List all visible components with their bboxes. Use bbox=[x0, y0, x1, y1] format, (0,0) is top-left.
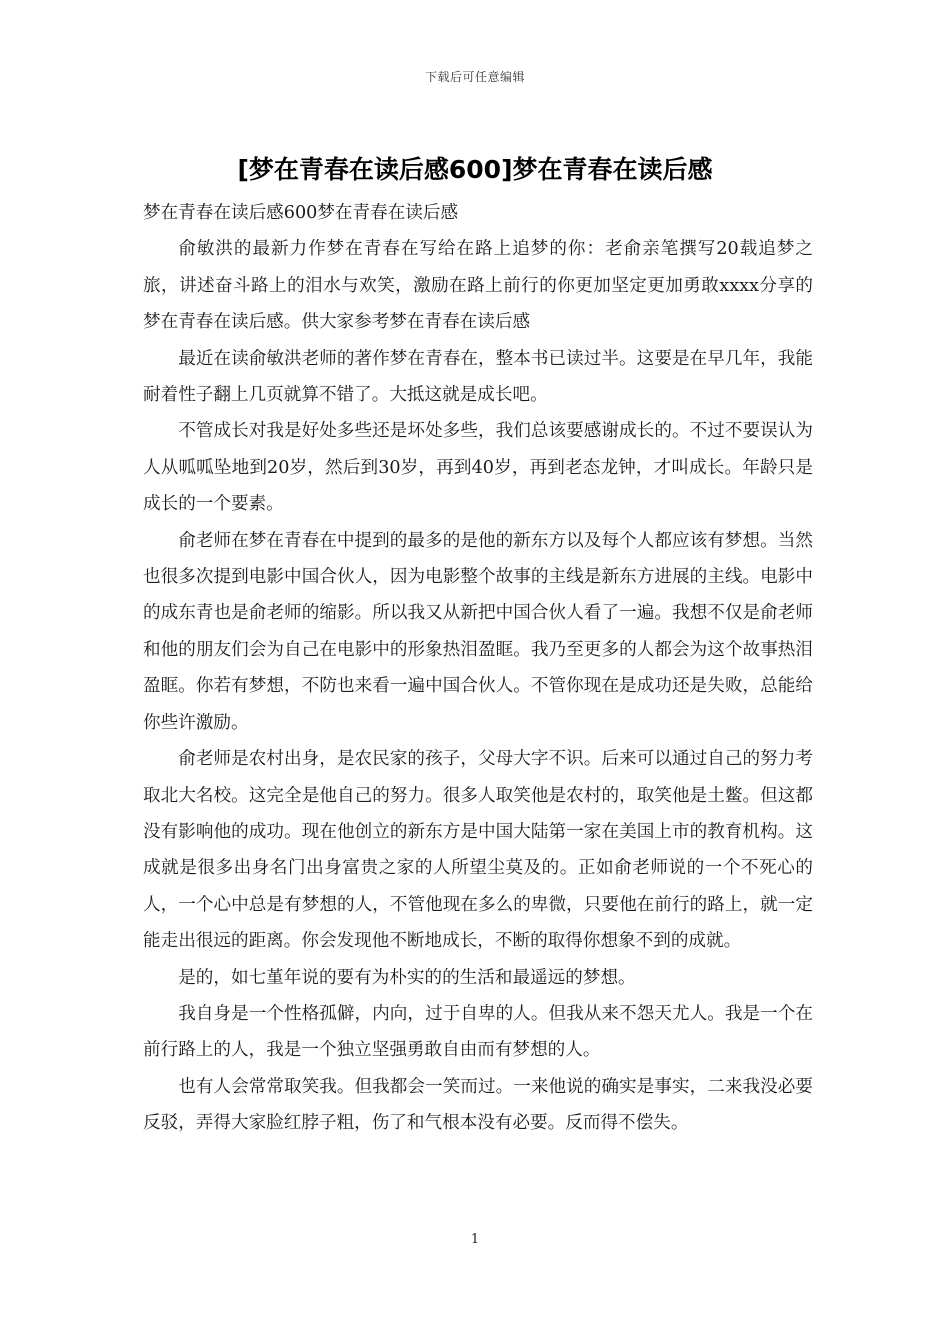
paragraph: 我自身是一个性格孤僻，内向，过于自卑的人。但我从来不怨天尤人。我是一个在前行路上的人，我是一个独立坚强勇敢自由而有梦想的人。 bbox=[143, 1003, 813, 1061]
paragraph: 最近在读俞敏洪老师的著作梦在青春在，整本书已读过半。这要是在早几年，我能耐着性子翻上几页就算不错了。大抵这就是成长吧。 bbox=[143, 348, 813, 406]
document-body bbox=[143, 195, 813, 1142]
paragraph: 俞老师是农村出身，是农民家的孩子，父母大字不识。后来可以通过自己的努力考取北大名校。这完全是他自己的努力。很多人取笑他是农村的，取笑他是土鳖。但这都没有影响他的成功。现在他创立的新东方是中国大陆第一家在美国上市的教育机构。这成就是很多出身名门出身富贵之家的人所望尘莫及的。正如俞老师说的一个不死心的人，一个心中总是有梦想的人，不管他现在多么的卑微，只要他在前行的路上，就一定能走出很远的距离。你会发现他不断地成长，不断的取得你想象不到的成就。 bbox=[143, 749, 813, 952]
paragraph: 也有人会常常取笑我。但我都会一笑而过。一来他说的确实是事实，二来我没必要反驳，弄得大家脸红脖子粗，伤了和气根本没有必要。反而得不偿失。 bbox=[143, 1076, 813, 1134]
page-number: 1 bbox=[470, 1232, 480, 1247]
paragraph: 俞老师在梦在青春在中提到的最多的是他的新东方以及每个人都应该有梦想。当然也很多次提到电影中国合伙人，因为电影整个故事的主线是新东方进展的主线。电影中的成东青也是俞老师的缩影。所以我又从新把中国合伙人看了一遍。我想不仅是俞老师和他的朋友们会为自己在电影中的形象热泪盈眶。我乃至更多的人都会为这个故事热泪盈眶。你若有梦想，不防也来看一遍中国合伙人。不管你现在是成功还是失败，总能给你些许激励。 bbox=[143, 530, 813, 733]
header-note: 下载后可任意编辑 bbox=[424, 70, 525, 84]
paragraph: 俞敏洪的最新力作梦在青春在写给在路上追梦的你：老俞亲笔撰写20载追梦之旅，讲述奋斗路上的泪水与欢笑，激励在路上前行的你更加坚定更加勇敢xxxx分享的梦在青春在读后感。供大家参考梦在青春在读后感 bbox=[143, 239, 813, 333]
paragraph-subtitle: 梦在青春在读后感600梦在青春在读后感 bbox=[143, 203, 459, 223]
document-title: [梦在青春在读后感600]梦在青春在读后感 bbox=[237, 155, 713, 184]
paragraph: 是的，如七堇年说的要有为朴实的的生活和最遥远的梦想。 bbox=[178, 967, 636, 988]
paragraph: 不管成长对我是好处多些还是坏处多些，我们总该要感谢成长的。不过不要误认为人从呱呱坠地到20岁，然后到30岁，再到40岁，再到老态龙钟，才叫成长。年龄只是成长的一个要素。 bbox=[143, 421, 813, 515]
